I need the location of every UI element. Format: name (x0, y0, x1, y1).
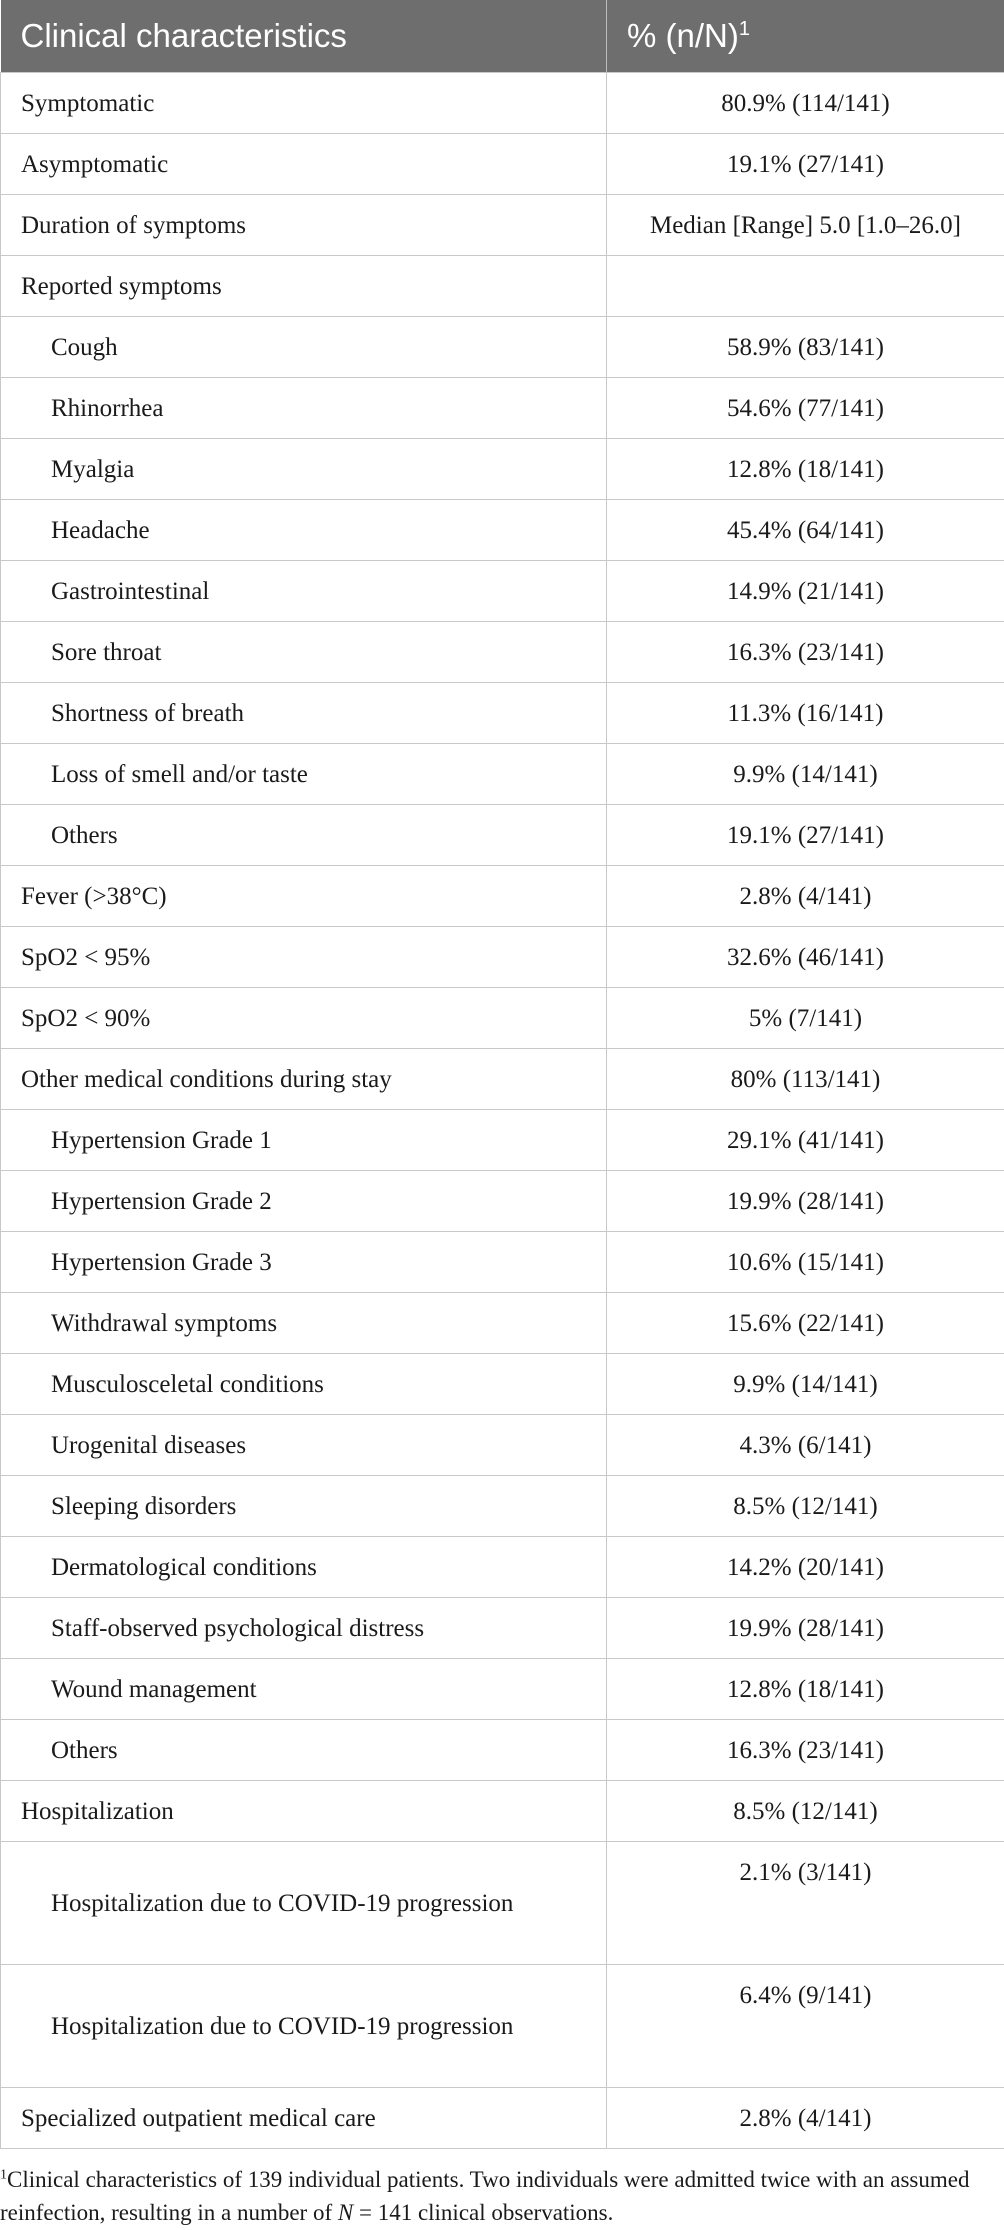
row-label: Sleeping disorders (1, 1476, 607, 1537)
table-row (1, 1415, 1004, 1476)
table-row (1, 988, 1004, 1049)
table-row (1, 1049, 1004, 1110)
table-row (1, 378, 1004, 439)
row-label: Loss of smell and/or taste (1, 744, 607, 805)
table-row (1, 1598, 1004, 1659)
table-row (1, 561, 1004, 622)
table-row (1, 2088, 1004, 2149)
row-label: Hospitalization (1, 1781, 607, 1842)
row-label: Headache (1, 500, 607, 561)
row-value: 10.6% (15/141) (607, 1232, 1004, 1293)
row-label: Fever (>38°C) (1, 866, 607, 927)
table-body (1, 73, 1004, 2149)
row-value: 80.9% (114/141) (607, 73, 1004, 134)
row-label: Cough (1, 317, 607, 378)
row-value: 12.8% (18/141) (607, 439, 1004, 500)
row-label: Other medical conditions during stay (1, 1049, 607, 1110)
row-label: Shortness of breath (1, 683, 607, 744)
table-row (1, 622, 1004, 683)
table-row (1, 1781, 1004, 1842)
row-value: 58.9% (83/141) (607, 317, 1004, 378)
row-value: 8.5% (12/141) (607, 1781, 1004, 1842)
table-row (1, 1965, 1004, 2088)
row-value: 16.3% (23/141) (607, 1720, 1004, 1781)
row-label: Sore throat (1, 622, 607, 683)
row-label: Others (1, 1720, 607, 1781)
row-label: SpO2 < 95% (1, 927, 607, 988)
row-value: 16.3% (23/141) (607, 622, 1004, 683)
row-label: Hypertension Grade 2 (1, 1171, 607, 1232)
table-row (1, 1659, 1004, 1720)
table-row (1, 927, 1004, 988)
row-value: 19.1% (27/141) (607, 805, 1004, 866)
table-row (1, 195, 1004, 256)
row-value: 5% (7/141) (607, 988, 1004, 1049)
table-footnote: $^1$Clinical characteristics of 139 individual patients. Two individuals were admitted twice with an assumed reinfection, resulting in a number of N = 141 clinical observations. (0, 2149, 1004, 2230)
row-label: Others (1, 805, 607, 866)
row-label: Duration of symptoms (1, 195, 607, 256)
row-value: 2.8% (4/141) (607, 866, 1004, 927)
table-row (1, 1354, 1004, 1415)
table-row (1, 73, 1004, 134)
row-label: Musculosceletal conditions (1, 1354, 607, 1415)
table-row (1, 1842, 1004, 1965)
row-value (607, 256, 1004, 317)
header-clinical-characteristics: Clinical characteristics (1, 0, 607, 73)
row-value: 80% (113/141) (607, 1049, 1004, 1110)
table-row (1, 500, 1004, 561)
row-value: 19.9% (28/141) (607, 1171, 1004, 1232)
row-value: 9.9% (14/141) (607, 744, 1004, 805)
row-label: Reported symptoms (1, 256, 607, 317)
row-label: Symptomatic (1, 73, 607, 134)
row-label: Specialized outpatient medical care (1, 2088, 607, 2149)
table-row (1, 1232, 1004, 1293)
row-value: 14.2% (20/141) (607, 1537, 1004, 1598)
row-value: 9.9% (14/141) (607, 1354, 1004, 1415)
table-header-row (1, 0, 1004, 73)
row-value: 54.6% (77/141) (607, 378, 1004, 439)
row-label: Asymptomatic (1, 134, 607, 195)
table-row (1, 1537, 1004, 1598)
row-value: 45.4% (64/141) (607, 500, 1004, 561)
table-row (1, 744, 1004, 805)
row-label: Rhinorrhea (1, 378, 607, 439)
table-row (1, 317, 1004, 378)
row-value: 8.5% (12/141) (607, 1476, 1004, 1537)
row-label: Hospitalization due to COVID-19 progression (1, 1965, 607, 2088)
row-value: 32.6% (46/141) (607, 927, 1004, 988)
row-value: 19.9% (28/141) (607, 1598, 1004, 1659)
row-value: Median [Range] 5.0 [1.0–26.0] (607, 195, 1004, 256)
table-row (1, 1110, 1004, 1171)
table-row (1, 134, 1004, 195)
table-row (1, 866, 1004, 927)
header-percent-n: % $(n/N)^1$ (607, 0, 1004, 73)
table-row (1, 805, 1004, 866)
row-value: 11.3% (16/141) (607, 683, 1004, 744)
row-label: Dermatological conditions (1, 1537, 607, 1598)
table-row (1, 683, 1004, 744)
table-row (1, 1171, 1004, 1232)
row-label: Hospitalization due to COVID-19 progression (1, 1842, 607, 1965)
row-value: 15.6% (22/141) (607, 1293, 1004, 1354)
row-label: Hypertension Grade 3 (1, 1232, 607, 1293)
row-label: Wound management (1, 1659, 607, 1720)
row-value: 14.9% (21/141) (607, 561, 1004, 622)
row-value: 2.8% (4/141) (607, 2088, 1004, 2149)
row-label: Staff-observed psychological distress (1, 1598, 607, 1659)
row-value: 2.1% (3/141) (607, 1842, 1004, 1965)
row-value: 29.1% (41/141) (607, 1110, 1004, 1171)
row-label: Withdrawal symptoms (1, 1293, 607, 1354)
row-value: 4.3% (6/141) (607, 1415, 1004, 1476)
table-row (1, 439, 1004, 500)
table-row (1, 1293, 1004, 1354)
row-label: Myalgia (1, 439, 607, 500)
row-value: 12.8% (18/141) (607, 1659, 1004, 1720)
row-label: Hypertension Grade 1 (1, 1110, 607, 1171)
row-value: 6.4% (9/141) (607, 1965, 1004, 2088)
row-value: 19.1% (27/141) (607, 134, 1004, 195)
table-row (1, 1720, 1004, 1781)
table-row (1, 256, 1004, 317)
row-label: SpO2 < 90% (1, 988, 607, 1049)
table-row (1, 1476, 1004, 1537)
row-label: Urogenital diseases (1, 1415, 607, 1476)
row-label: Gastrointestinal (1, 561, 607, 622)
